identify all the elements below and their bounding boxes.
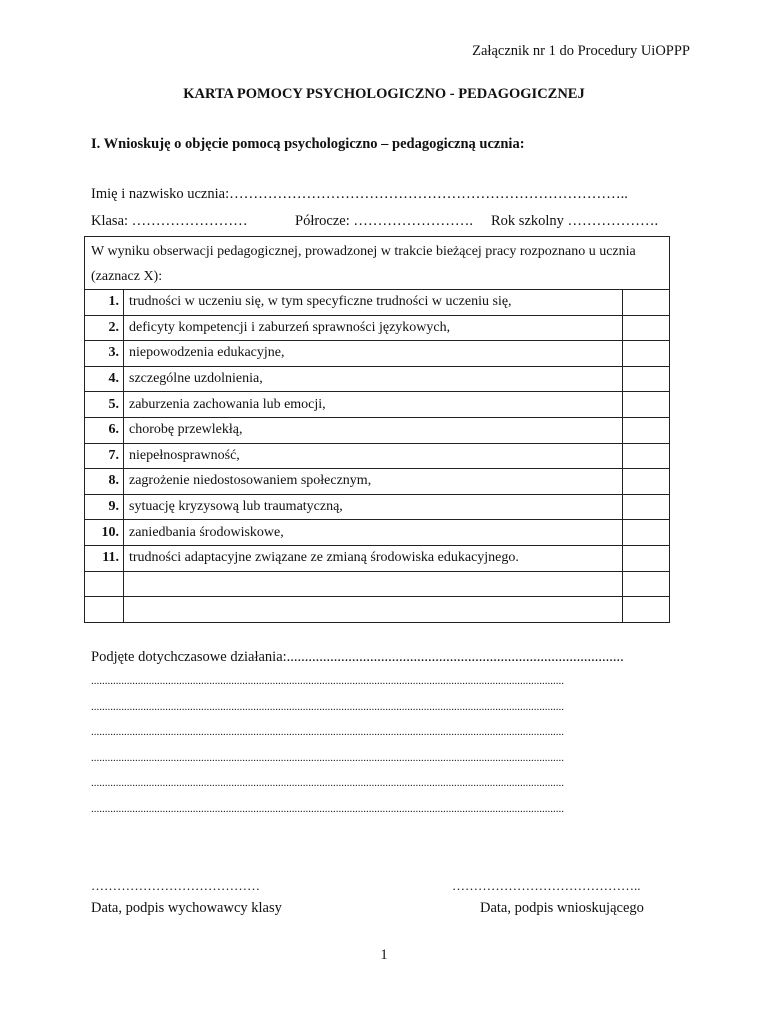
row-number: 2. — [85, 315, 124, 341]
observation-table — [84, 236, 670, 623]
table-row — [85, 469, 670, 495]
table-row — [85, 571, 670, 597]
checkbox-cell[interactable] — [623, 545, 670, 571]
checkbox-cell[interactable] — [623, 417, 670, 443]
checkbox-cell[interactable] — [623, 366, 670, 392]
row-text: zaburzenia zachowania lub emocji, — [124, 392, 623, 418]
row-number: 4. — [85, 366, 124, 392]
checkbox-cell[interactable] — [623, 392, 670, 418]
row-number: 3. — [85, 341, 124, 367]
section-heading: I. Wnioskuję o objęcie pomocą psychologiczno – pedagogiczną ucznia: — [91, 136, 525, 152]
table-row — [85, 417, 670, 443]
row-text: chorobę przewlekłą, — [124, 417, 623, 443]
table-row — [85, 392, 670, 418]
checkbox-cell[interactable] — [623, 341, 670, 367]
signature-label-right: Data, podpis wnioskującego — [480, 900, 644, 916]
dotted-line[interactable]: ............................................................................................................................................................................ — [91, 726, 564, 738]
row-text: zaniedbania środowiskowe, — [124, 520, 623, 546]
row-number: 1. — [85, 290, 124, 316]
page-number: 1 — [380, 947, 388, 963]
attachment-note: Załącznik nr 1 do Procedury UiOPPP — [472, 43, 690, 59]
semester-field[interactable]: Półrocze: ……………………. — [295, 213, 474, 229]
row-number: 7. — [85, 443, 124, 469]
student-name-field[interactable]: Imię i nazwisko ucznia:……………………………………………………………………….. — [91, 186, 628, 202]
table-row — [85, 366, 670, 392]
row-text: sytuację kryzysową lub traumatyczną, — [124, 494, 623, 520]
row-text: trudności w uczeniu się, w tym specyficzne trudności w uczeniu się, — [124, 290, 623, 316]
checkbox-cell[interactable] — [623, 443, 670, 469]
table-row — [85, 443, 670, 469]
actions-field[interactable]: Podjęte dotychczasowe działania:............................................................................................. — [91, 649, 624, 665]
dotted-line[interactable]: ............................................................................................................................................................................ — [91, 752, 564, 764]
table-row — [85, 341, 670, 367]
checkbox-cell[interactable] — [623, 290, 670, 316]
dotted-line[interactable]: ............................................................................................................................................................................ — [91, 803, 564, 815]
table-row — [85, 315, 670, 341]
signature-line-left[interactable]: ………………………………… — [91, 878, 260, 893]
document-title: KARTA POMOCY PSYCHOLOGICZNO - PEDAGOGICZNEJ — [183, 86, 585, 102]
table-row — [85, 494, 670, 520]
checkbox-cell[interactable] — [623, 469, 670, 495]
checkbox-cell[interactable] — [623, 494, 670, 520]
row-text: niepowodzenia edukacyjne, — [124, 341, 623, 367]
checkbox-cell[interactable] — [623, 315, 670, 341]
table-intro: W wyniku obserwacji pedagogicznej, prowadzonej w trakcie bieżącej pracy rozpoznano u ucznia (zaznacz X): — [85, 237, 670, 290]
signature-label-left: Data, podpis wychowawcy klasy — [91, 900, 282, 916]
row-number: 8. — [85, 469, 124, 495]
row-number — [85, 597, 124, 623]
table-row — [85, 597, 670, 623]
table-row — [85, 545, 670, 571]
row-text — [124, 571, 623, 597]
table-intro-row — [85, 237, 670, 290]
row-text: szczególne uzdolnienia, — [124, 366, 623, 392]
row-number: 11. — [85, 545, 124, 571]
row-number: 9. — [85, 494, 124, 520]
row-number: 5. — [85, 392, 124, 418]
school-year-field[interactable]: Rok szkolny ………………. — [491, 213, 659, 229]
table-row — [85, 290, 670, 316]
row-text — [124, 597, 623, 623]
class-field[interactable]: Klasa: …………………… — [91, 213, 248, 229]
dotted-line[interactable]: ............................................................................................................................................................................ — [91, 701, 564, 713]
table-row — [85, 520, 670, 546]
row-text: deficyty kompetencji i zaburzeń sprawności językowych, — [124, 315, 623, 341]
dotted-line[interactable]: ............................................................................................................................................................................ — [91, 777, 564, 789]
row-number — [85, 571, 124, 597]
checkbox-cell[interactable] — [623, 571, 670, 597]
row-number: 10. — [85, 520, 124, 546]
row-text: trudności adaptacyjne związane ze zmianą środowiska edukacyjnego. — [124, 545, 623, 571]
checkbox-cell[interactable] — [623, 597, 670, 623]
checkbox-cell[interactable] — [623, 520, 670, 546]
row-text: zagrożenie niedostosowaniem społecznym, — [124, 469, 623, 495]
row-number: 6. — [85, 417, 124, 443]
signature-line-right[interactable]: …………………………………….. — [452, 878, 641, 893]
dotted-line[interactable]: ............................................................................................................................................................................ — [91, 675, 564, 687]
row-text: niepełnosprawność, — [124, 443, 623, 469]
